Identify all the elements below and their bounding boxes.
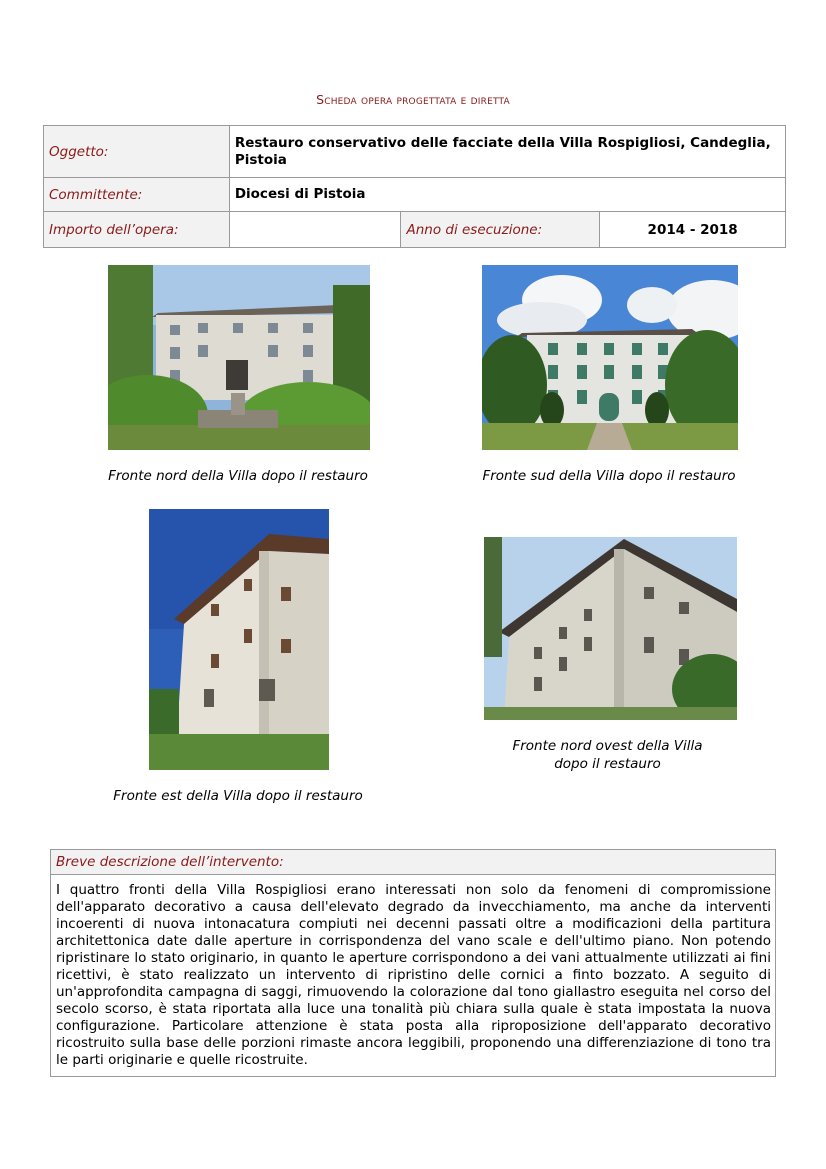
photo-north-front — [108, 265, 370, 450]
description-box — [50, 849, 776, 1077]
photo-caption: Fronte est della Villa dopo il restauro — [113, 788, 363, 804]
photo-northwest-front — [484, 537, 737, 720]
committente-value: Diocesi di Pistoia — [229, 178, 785, 212]
info-table — [43, 125, 786, 248]
oggetto-label: Oggetto: — [44, 126, 230, 178]
description-label: Breve descrizione dell’intervento: — [51, 850, 775, 875]
description-text: I quattro fronti della Villa Rospigliosi erano interessati non solo da fenomeni di compromissione dell'apparato decorativo a causa dell'elevato degrado da invecchiamento, ma anche da interventi incoerenti di nuova intonacatura compiuti nei decenni passati oltre a modificazioni della partitura architettonica date dalle aperture in corrispondenza del vano scale e dell'ultimo piano. Non potendo ripristinare lo stato originario, in quanto le aperture corrispondono a dei vani attualmente utilizzati ai fini ricettivi, è stato realizzato un intervento di ripristino delle cornici a finto bozzato. A seguito di un'approfondita campagna di saggi, rimuovendo la colorazione dal tono giallastro eseguita nel corso del secolo scorso, è stata riportata alla luce una tonalità più chiara sulla quale è stata impostata la nuova configurazione. Particolare attenzione è stata posta alla riproposizione dell'apparato decorativo ricostruito sulla base delle porzioni rimaste ancora leggibili, proponendo una differenziazione di tono tra le parti originarie e quelle ricostruite. — [56, 882, 771, 1068]
page-title: Scheda opera progettata e diretta — [316, 92, 510, 107]
photo-caption-line: Fronte nord ovest della Villa — [512, 738, 703, 754]
photo-caption — [485, 738, 730, 773]
photo-south-front — [482, 265, 738, 450]
photo-caption: Fronte sud della Villa dopo il restauro — [482, 468, 736, 484]
oggetto-row — [44, 126, 786, 178]
anno-value: 2014 - 2018 — [600, 212, 786, 248]
photo-caption-line: dopo il restauro — [554, 755, 661, 772]
committente-label: Committente: — [44, 178, 230, 212]
photo-caption: Fronte nord della Villa dopo il restauro — [108, 468, 368, 484]
anno-label: Anno di esecuzione: — [401, 212, 600, 248]
oggetto-value: Restauro conservativo delle facciate della Villa Rospigliosi, Candeglia, Pistoia — [229, 126, 785, 178]
importo-value — [229, 212, 401, 248]
importo-label: Importo dell’opera: — [44, 212, 230, 248]
committente-row — [44, 178, 786, 212]
photo-east-front — [149, 509, 329, 770]
importo-row — [44, 212, 786, 248]
